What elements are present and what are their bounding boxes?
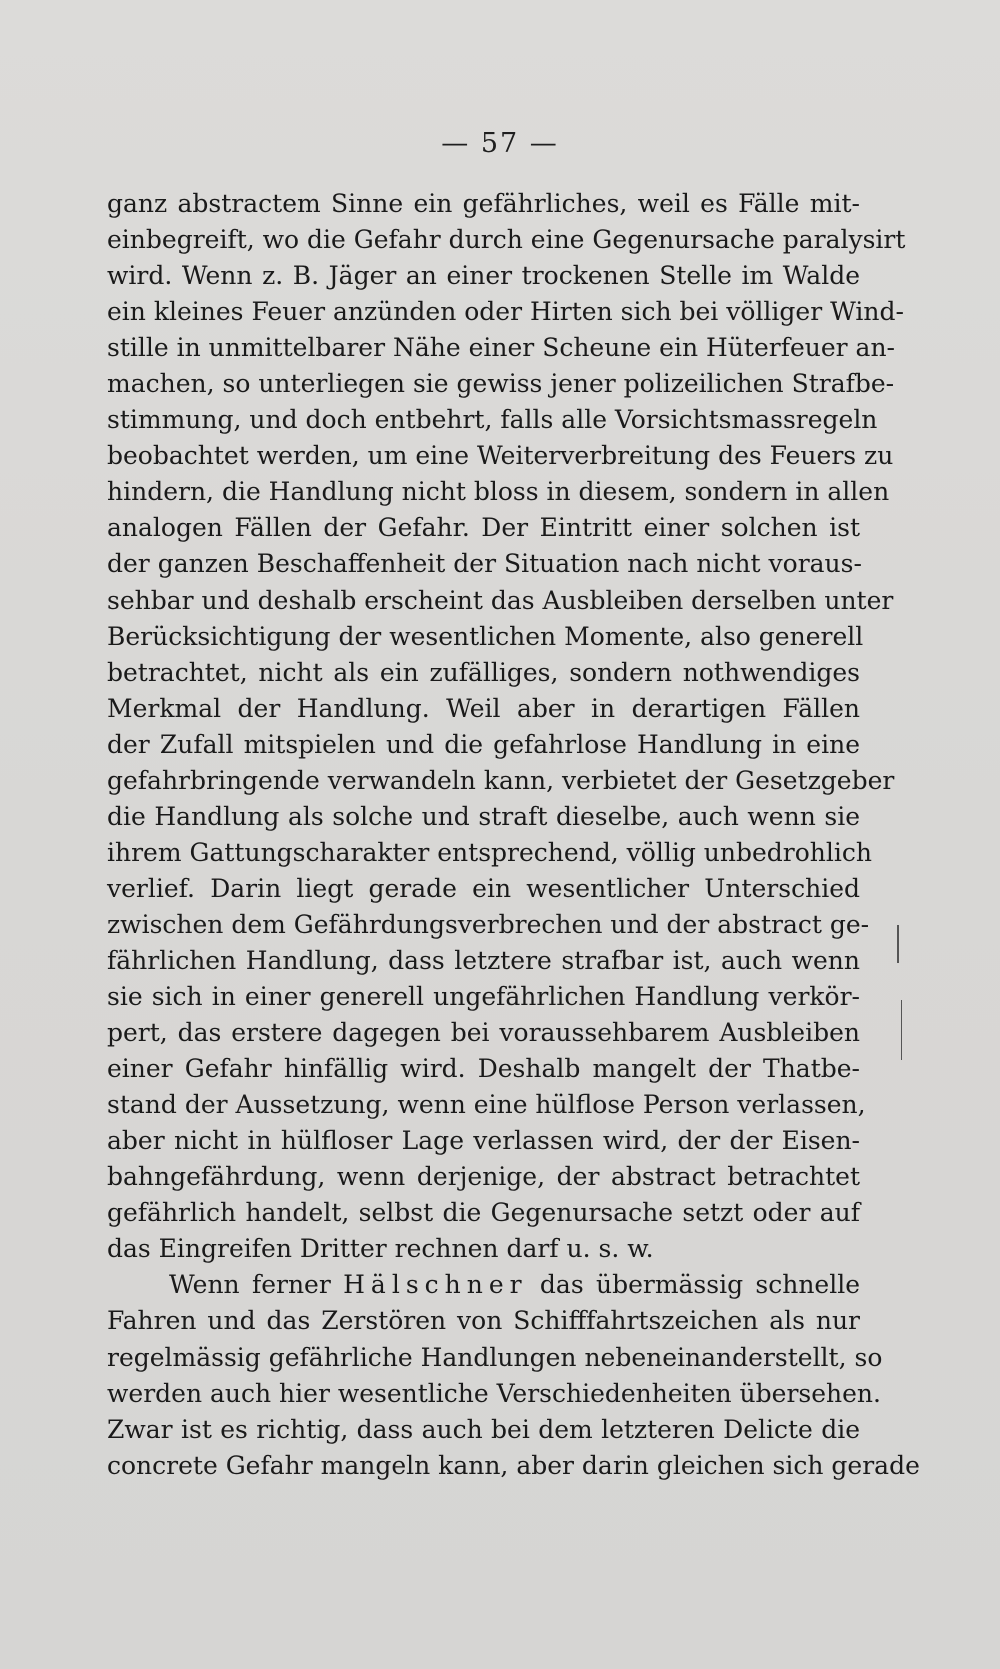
text-line: ein kleines Feuer anzünden oder Hirten sich bei völliger Wind-: [107, 297, 904, 327]
margin-pencil-mark: [897, 925, 899, 963]
paragraph-2-first-line: [107, 1267, 860, 1303]
text-line: zwischen dem Gefährdungsverbrechen und der abstract ge-: [107, 909, 870, 939]
text-line: gefährlich handelt, selbst die Gegenursache setzt oder auf: [107, 1198, 860, 1228]
paragraph-2-lead-rest: das übermässig schnelle: [539, 1270, 860, 1300]
text-line: stille in unmittelbarer Nähe einer Scheune ein Hüterfeuer an-: [107, 333, 895, 363]
text-line: sie sich in einer generell ungefährlichen Handlung verkör-: [107, 982, 860, 1012]
paragraph-2: [107, 1303, 920, 1483]
text-line: bahngefährdung, wenn derjenige, der abstract betrachtet: [107, 1162, 860, 1192]
page-number: — 57 —: [441, 128, 559, 159]
text-line: regelmässig gefährliche Handlungen nebeneinanderstellt, so: [107, 1342, 883, 1372]
text-line: stand der Aussetzung, wenn eine hülflose Person verlassen,: [107, 1090, 866, 1120]
text-line: Zwar ist es richtig, dass auch bei dem letzteren Delicte die: [107, 1414, 860, 1444]
text-line: stimmung, und doch entbehrt, falls alle Vorsichtsmassregeln: [107, 405, 878, 435]
text-line: ihrem Gattungscharakter entsprechend, völlig unbedrohlich: [107, 837, 872, 867]
body-text: [107, 186, 920, 1484]
margin-pencil-mark: [901, 1000, 902, 1060]
text-line: aber nicht in hülfloser Lage verlassen wird, der der Eisen-: [107, 1126, 860, 1156]
text-line: die Handlung als solche und straft dieselbe, auch wenn sie: [107, 801, 860, 831]
text-line: gefahrbringende verwandeln kann, verbietet der Gesetzgeber: [107, 765, 895, 795]
text-line: Fahren und das Zerstören von Schifffahrtszeichen als nur: [107, 1306, 860, 1336]
author-name-spaced: Hälschner: [343, 1270, 528, 1300]
text-line: betrachtet, nicht als ein zufälliges, sondern nothwendiges: [107, 657, 860, 687]
text-line: Berücksichtigung der wesentlichen Momente, also generell: [107, 621, 864, 651]
text-line: der ganzen Beschaffenheit der Situation nach nicht voraus-: [107, 549, 862, 579]
text-line: wird. Wenn z. B. Jäger an einer trockenen Stelle im Walde: [107, 261, 860, 291]
text-line: werden auch hier wesentliche Verschiedenheiten übersehen.: [107, 1378, 881, 1408]
text-line: Merkmal der Handlung. Weil aber in derartigen Fällen: [107, 693, 860, 723]
text-line: ganz abstractem Sinne ein gefährliches, weil es Fälle mit-: [107, 189, 860, 218]
text-line: machen, so unterliegen sie gewiss jener polizeilichen Strafbe-: [107, 369, 895, 399]
text-line: der Zufall mitspielen und die gefahrlose Handlung in eine: [107, 729, 860, 759]
text-line: das Eingreifen Dritter rechnen darf u. s. w.: [107, 1234, 654, 1264]
text-line: analogen Fällen der Gefahr. Der Eintritt einer solchen ist: [107, 513, 860, 543]
text-line: einbegreift, wo die Gefahr durch eine Gegenursache paralysirt: [107, 225, 906, 255]
paragraph-1: [107, 186, 906, 1267]
text-line: beobachtet werden, um eine Weiterverbreitung des Feuers zu: [107, 441, 894, 471]
text-line: concrete Gefahr mangeln kann, aber darin gleichen sich gerade: [107, 1450, 920, 1480]
text-line: einer Gefahr hinfällig wird. Deshalb mangelt der Thatbe-: [107, 1054, 860, 1084]
paragraph-2-lead: Wenn ferner: [169, 1270, 331, 1300]
text-line: pert, das erstere dagegen bei voraussehbarem Ausbleiben: [107, 1018, 860, 1048]
text-line: sehbar und deshalb erscheint das Ausbleiben derselben unter: [107, 585, 894, 615]
text-line: fährlichen Handlung, dass letztere strafbar ist, auch wenn: [107, 945, 860, 975]
text-line: verlief. Darin liegt gerade ein wesentlicher Unterschied: [107, 873, 860, 903]
text-line: hindern, die Handlung nicht bloss in diesem, sondern in allen: [107, 477, 890, 507]
